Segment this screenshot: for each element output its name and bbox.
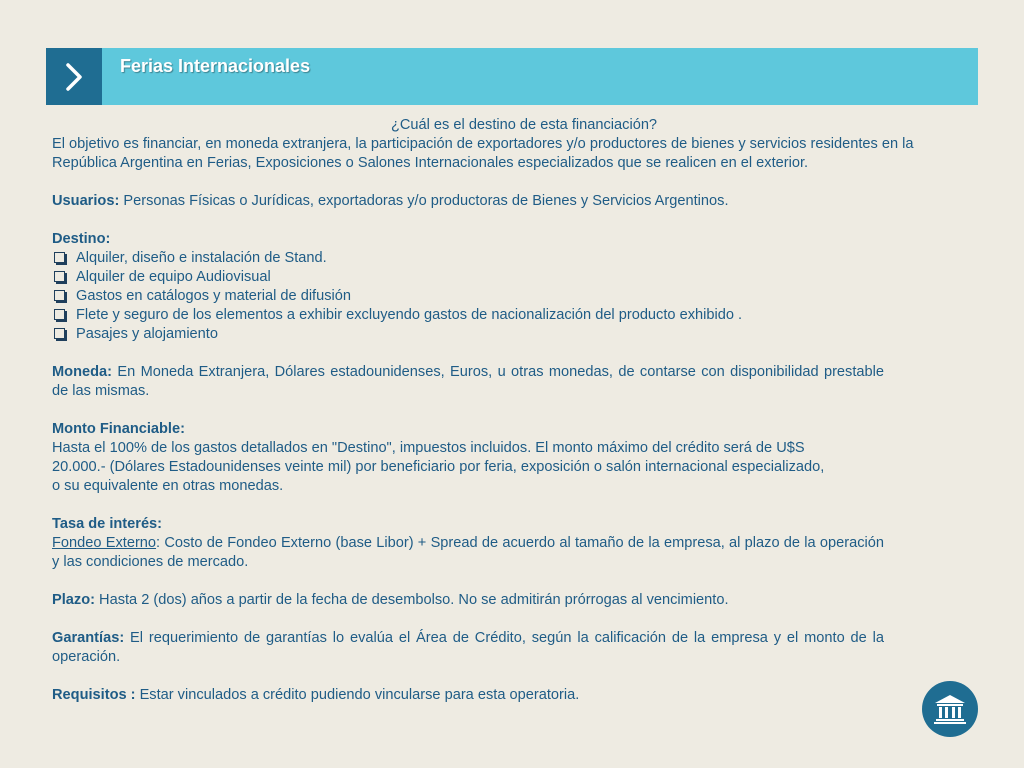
garantias-text: El requerimiento de garantías lo evalúa el Área de Crédito, según la calificación de la empresa y el monto de la operación. [52, 630, 884, 665]
requisitos-text: Estar vinculados a crédito pudiendo vincularse para esta operatoria. [135, 687, 580, 703]
checkbox-bullet-icon [54, 252, 65, 263]
tasa-section [52, 515, 962, 572]
destino-list [52, 249, 962, 344]
list-item-text: Gastos en catálogos y material de difusión [76, 288, 352, 304]
plazo-section [52, 591, 962, 610]
monto-label: Monto Financiable: [52, 421, 185, 437]
bank-building-icon [933, 693, 967, 725]
list-item [52, 325, 962, 344]
usuarios-label: Usuarios: [52, 193, 120, 209]
bank-logo [922, 681, 978, 737]
header-title-bar [102, 48, 978, 105]
header-chevron-box [46, 48, 102, 105]
monto-line-1: Hasta el 100% de los gastos detallados en "Destino", impuestos incluidos. El monto máximo del crédito será de U$S [52, 440, 805, 456]
page-title: Ferias Internacionales [120, 56, 311, 76]
plazo-text: Hasta 2 (dos) años a partir de la fecha de desembolso. No se admitirán prórrogas al vencimiento. [94, 592, 729, 608]
monto-section [52, 420, 962, 496]
list-item [52, 306, 962, 325]
checkbox-bullet-icon [54, 328, 65, 339]
intro-text: El objetivo es financiar, en moneda extranjera, la participación de exportadores y/o productores de bienes y servicios residentes en la República Argentina en Ferias, Exposiciones o Salones Internacionales especializados que se realicen en el exterior. [52, 136, 914, 171]
checkbox-bullet-icon [54, 290, 65, 301]
list-item-text: Alquiler de equipo Audiovisual [76, 269, 271, 285]
requisitos-section [52, 686, 962, 705]
garantias-label: Garantías: [52, 630, 125, 646]
destino-section [52, 230, 962, 344]
list-item [52, 287, 962, 306]
usuarios-text: Personas Físicas o Jurídicas, exportadoras y/o productoras de Bienes y Servicios Argentinos. [119, 193, 729, 209]
intro-question: ¿Cuál es el destino de esta financiación? [390, 117, 658, 133]
checkbox-bullet-icon [54, 271, 65, 282]
tasa-text: : Costo de Fondeo Externo (base Libor) + Spread de acuerdo al tamaño de la empresa, al plazo de la operación y las condiciones de mercado. [52, 535, 884, 570]
monto-line-3: o su equivalente en otras monedas. [52, 478, 284, 494]
fondeo-externo-link[interactable]: Fondeo Externo [52, 535, 157, 551]
list-item [52, 268, 962, 287]
checkbox-bullet-icon [54, 309, 65, 320]
usuarios-section [52, 192, 962, 211]
destino-label: Destino: [52, 231, 111, 247]
list-item-text: Alquiler, diseño e instalación de Stand. [76, 250, 327, 266]
list-item-text: Pasajes y alojamiento [76, 326, 218, 342]
moneda-label: Moneda: [52, 364, 112, 380]
tasa-body [52, 534, 884, 572]
list-item-text: Flete y seguro de los elementos a exhibir excluyendo gastos de nacionalización del producto exhibido . [76, 307, 743, 323]
list-item [52, 249, 962, 268]
garantias-section [52, 629, 884, 667]
slide-header [46, 48, 978, 105]
chevron-right-icon [62, 61, 86, 93]
plazo-label: Plazo: [52, 592, 95, 608]
slide-content [52, 116, 962, 705]
monto-line-2: 20.000.- (Dólares Estadounidenses veinte mil) por beneficiario por feria, exposición o salón internacional especializado, [52, 459, 825, 475]
requisitos-label: Requisitos : [52, 687, 136, 703]
tasa-label: Tasa de interés: [52, 516, 163, 532]
moneda-text: En Moneda Extranjera, Dólares estadounidenses, Euros, u otras monedas, de contarse con disponibilidad prestable de las mismas. [52, 364, 884, 399]
moneda-section [52, 363, 884, 401]
